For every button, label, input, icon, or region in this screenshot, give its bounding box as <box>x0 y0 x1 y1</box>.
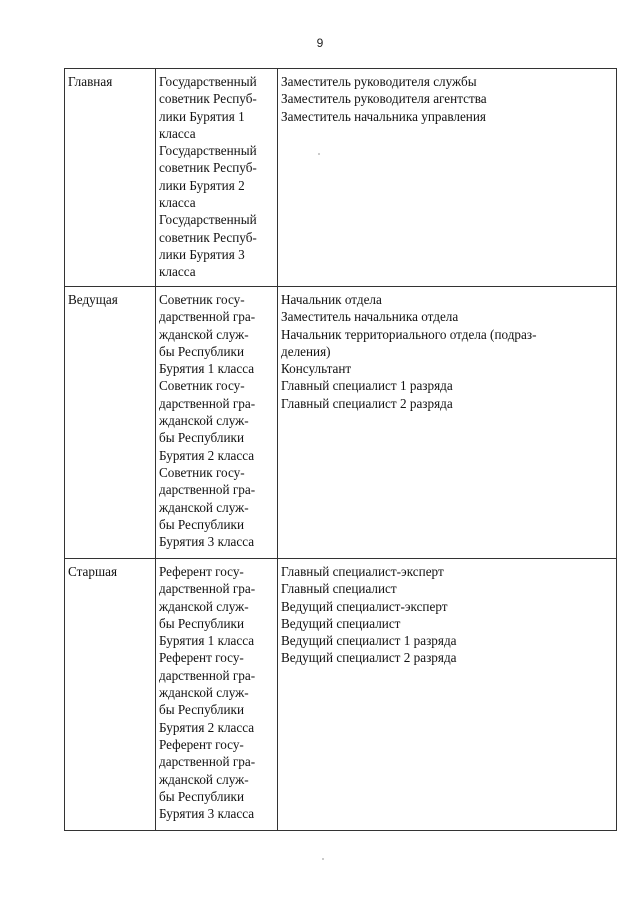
position-line: Заместитель руководителя агентства <box>281 91 487 107</box>
group-cell <box>65 69 156 287</box>
table-row <box>65 287 617 559</box>
position-line: Ведущий специалист-эксперт <box>281 598 448 614</box>
class-rank-line: Государственный <box>159 74 257 89</box>
position-line: Консультант <box>281 361 352 377</box>
position-line: Начальник территориального отдела (подраз- <box>281 326 537 342</box>
class-rank-line: Советник госу- <box>159 378 245 394</box>
class-rank-cell <box>156 287 278 559</box>
class-rank-line: дарственной гра- <box>159 309 256 325</box>
table-body <box>65 69 617 831</box>
position-line: Главный специалист 1 разряда <box>281 378 453 394</box>
class-rank-line: жданской служ- <box>159 499 249 515</box>
class-rank-line: лики Бурятия 2 <box>159 177 245 193</box>
class-rank-line: дарственной гра- <box>159 395 256 411</box>
class-rank-line: советник Респуб- <box>159 91 257 107</box>
scan-speck <box>318 153 320 155</box>
position-line: Заместитель руководителя службы <box>281 74 477 89</box>
class-rank-cell <box>156 559 278 831</box>
civil-service-grades-table <box>64 68 617 831</box>
class-rank-line: жданской служ- <box>159 413 249 429</box>
table-row <box>65 559 617 831</box>
class-rank-line: бы Республики <box>159 615 245 631</box>
class-rank-line: Государственный <box>159 212 257 228</box>
class-rank-line: класса <box>159 125 196 141</box>
class-rank-line: жданской служ- <box>159 771 249 787</box>
class-rank-line: советник Респуб- <box>159 160 257 176</box>
class-rank-line: Бурятия 1 класса <box>159 361 255 377</box>
class-rank-line: дарственной гра- <box>159 667 256 683</box>
class-rank-line: Референт госу- <box>159 650 244 666</box>
class-rank-line: Советник госу- <box>159 292 245 307</box>
table-row <box>65 69 617 287</box>
scan-speck <box>322 858 324 860</box>
class-rank-line: Референт госу- <box>159 564 244 579</box>
position-line: деления) <box>281 343 331 359</box>
positions-cell <box>278 69 617 287</box>
class-rank-line: Бурятия 3 класса <box>159 806 255 822</box>
class-rank-line: дарственной гра- <box>159 581 256 597</box>
class-rank-line: Государственный <box>159 143 257 159</box>
position-line: Начальник отдела <box>281 292 382 307</box>
class-rank-line: жданской служ- <box>159 685 249 701</box>
class-rank-line: Бурятия 2 класса <box>159 719 255 735</box>
class-rank-line: Советник госу- <box>159 464 245 480</box>
class-rank-line: дарственной гра- <box>159 754 256 770</box>
group-name: Старшая <box>68 564 118 579</box>
class-rank-line: бы Республики <box>159 702 245 718</box>
class-rank-line: лики Бурятия 1 <box>159 108 245 124</box>
position-line: Ведущий специалист <box>281 615 401 631</box>
position-line: Ведущий специалист 1 разряда <box>281 633 457 649</box>
group-name: Ведущая <box>68 292 118 307</box>
class-rank-line: Бурятия 3 класса <box>159 534 255 550</box>
position-line: Главный специалист <box>281 581 397 597</box>
position-line: Заместитель начальника управления <box>281 108 486 124</box>
class-rank-line: бы Республики <box>159 343 245 359</box>
class-rank-line: Бурятия 2 класса <box>159 447 255 463</box>
class-rank-line: класса <box>159 195 196 211</box>
class-rank-line: класса <box>159 264 196 280</box>
class-rank-line: бы Республики <box>159 430 245 446</box>
class-rank-line: жданской служ- <box>159 598 249 614</box>
class-rank-line: бы Республики <box>159 516 245 532</box>
class-rank-line: Бурятия 1 класса <box>159 633 255 649</box>
position-line: Главный специалист 2 разряда <box>281 395 453 411</box>
position-line: Заместитель начальника отдела <box>281 309 459 325</box>
group-name: Главная <box>68 74 113 89</box>
positions-cell <box>278 559 617 831</box>
position-line: Ведущий специалист 2 разряда <box>281 650 457 666</box>
class-rank-line: бы Республики <box>159 788 245 804</box>
positions-cell <box>278 287 617 559</box>
class-rank-line: дарственной гра- <box>159 482 256 498</box>
class-rank-line: лики Бурятия 3 <box>159 246 245 262</box>
group-cell <box>65 559 156 831</box>
group-cell <box>65 287 156 559</box>
page-number: 9 <box>316 36 324 50</box>
class-rank-cell <box>156 69 278 287</box>
class-rank-line: советник Респуб- <box>159 229 257 245</box>
class-rank-line: жданской служ- <box>159 326 249 342</box>
position-line: Главный специалист-эксперт <box>281 564 444 579</box>
class-rank-line: Референт госу- <box>159 736 244 752</box>
